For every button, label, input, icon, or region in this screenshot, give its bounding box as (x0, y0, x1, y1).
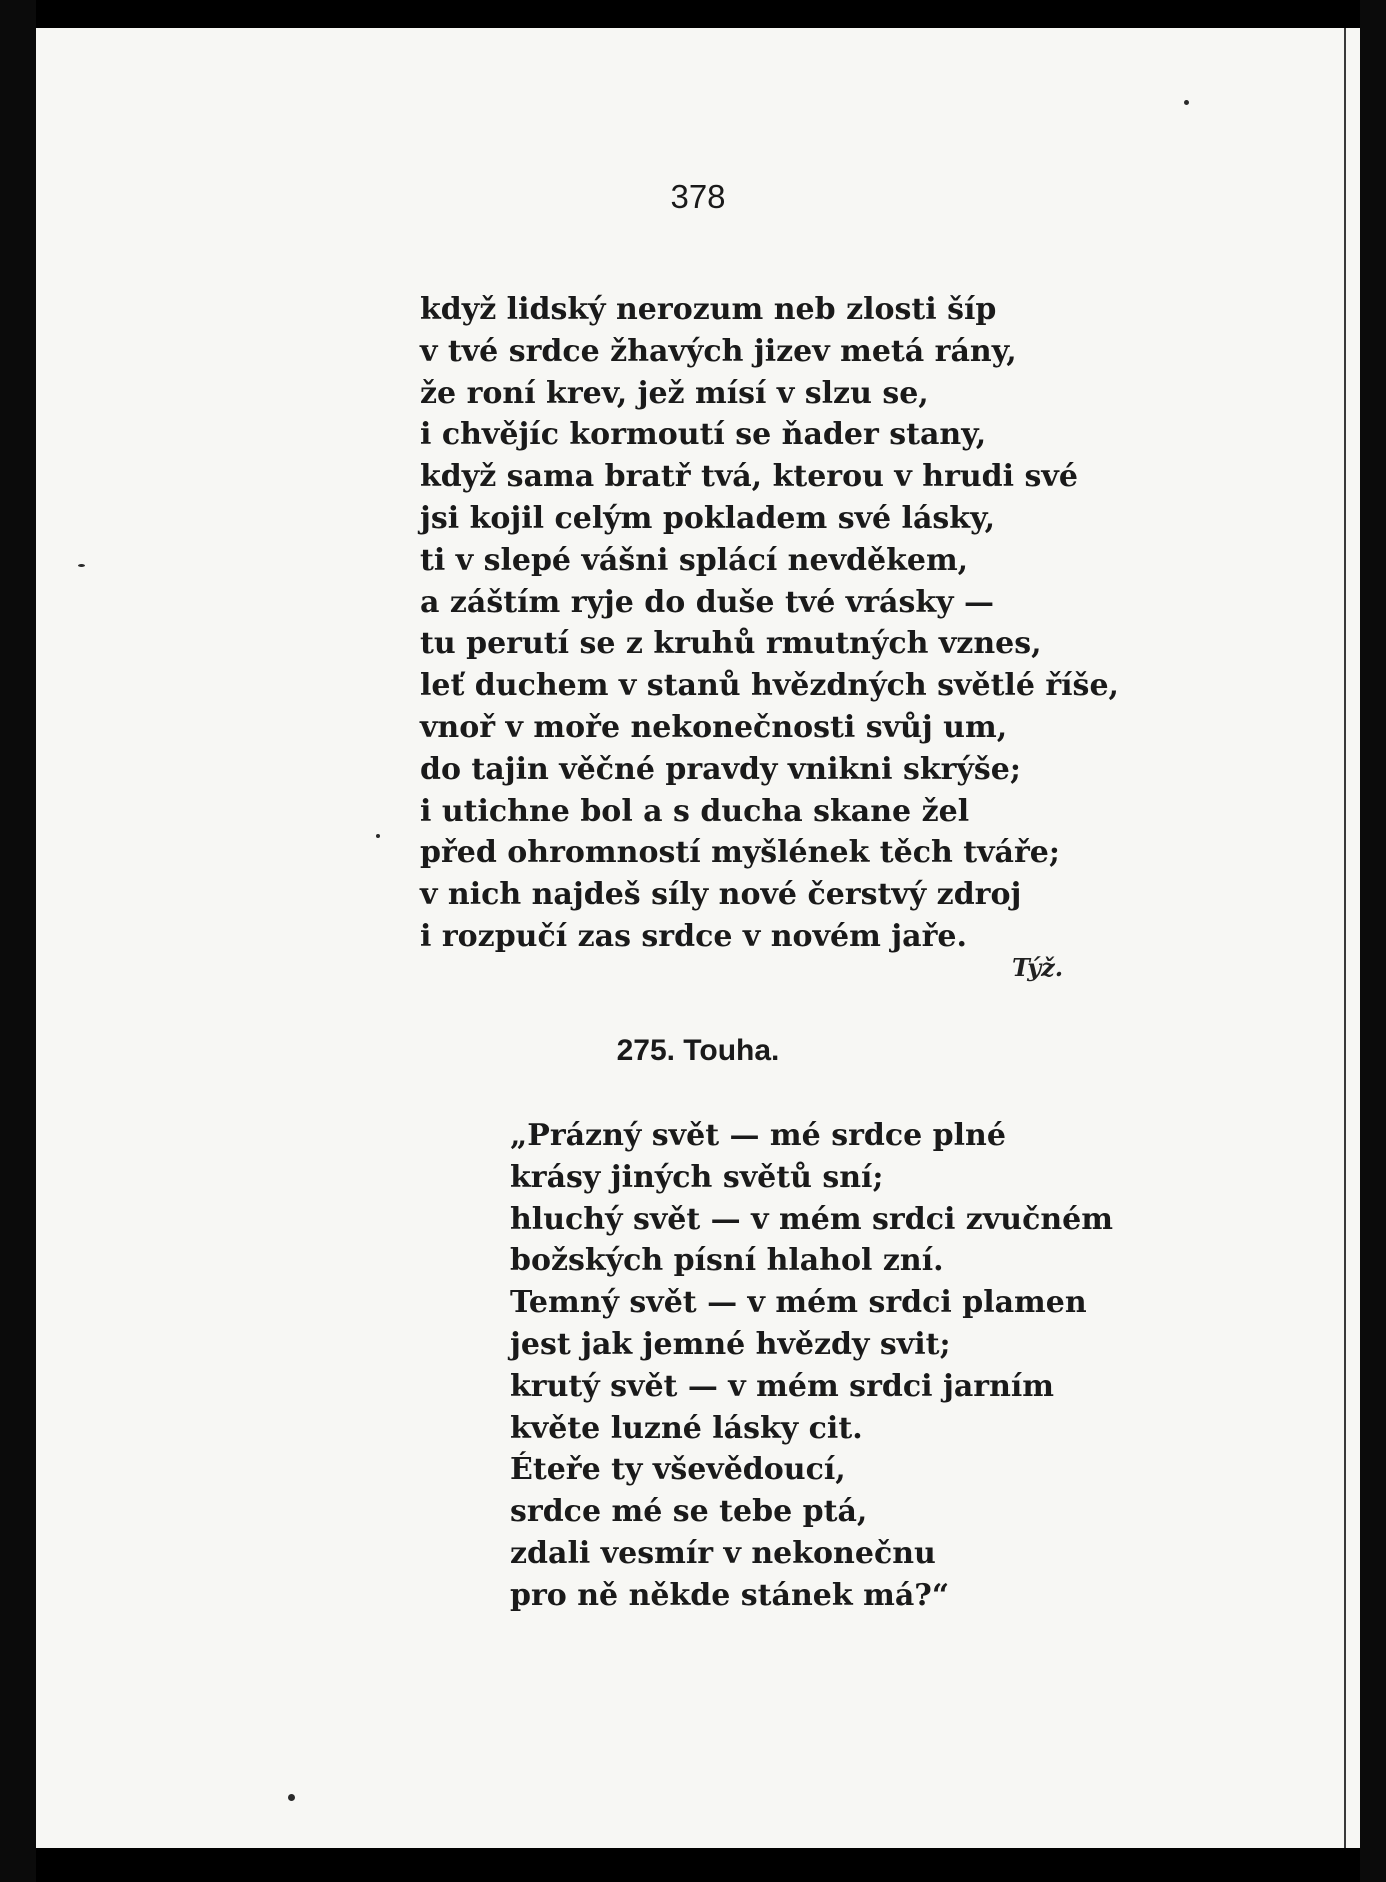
verse-line: před ohromností myšlének těch tváře; (420, 835, 1060, 871)
verse-line: květe luzné lásky cit. (510, 1410, 863, 1446)
verse-line: božských písní hlahol zní. (510, 1243, 944, 1279)
scan-border-left (0, 0, 36, 1882)
verse-line: pro ně někde stánek má?“ (510, 1577, 950, 1613)
verse-line: jsi kojil celým pokladem své lásky, (420, 500, 996, 536)
scan-border-right (1360, 0, 1386, 1882)
poem-one-verse (420, 289, 1119, 958)
verse-line: a záštím ryje do duše tvé vrásky — (420, 584, 994, 620)
verse-line: že roní krev, jež mísí v slzu se, (420, 375, 929, 411)
ink-speck (376, 834, 380, 838)
verse-line: ti v slepé vášni splácí nevděkem, (420, 542, 969, 578)
verse-line: tu perutí se z kruhů rmutných vznes, (420, 626, 1042, 662)
ink-speck (1184, 100, 1189, 105)
ink-speck (288, 1794, 295, 1801)
verse-line: krásy jiných světů sní; (510, 1159, 884, 1195)
verse-line: i rozpučí zas srdce v novém jaře. (420, 918, 967, 954)
verse-line: leť duchem v stanů hvězdných světlé říše, (420, 668, 1119, 704)
verse-line: krutý svět — v mém srdci jarním (510, 1368, 1055, 1404)
verse-line: v tvé srdce žhavých jizev metá rány, (420, 333, 1017, 369)
verse-line: Temný svět — v mém srdci plamen (510, 1285, 1087, 1321)
page-number: 378 (670, 178, 726, 215)
book-page (36, 28, 1360, 1848)
verse-line: hluchý svět — v mém srdci zvučném (510, 1201, 1113, 1237)
verse-line: do tajin věčné pravdy vnikni skrýše; (420, 751, 1021, 787)
page-edge-rule (1344, 28, 1346, 1848)
verse-line: „Prázný svět — mé srdce plné (510, 1118, 1006, 1153)
verse-line: i utichne bol a s ducha skane žel (420, 793, 970, 829)
poem-attribution: Týž. (1012, 953, 1064, 982)
verse-line: i chvějíc kormoutí se ňader stany, (420, 417, 987, 453)
verse-line: když lidský nerozum neb zlosti šíp (420, 292, 997, 327)
verse-line: srdce mé se tebe ptá, (510, 1494, 868, 1530)
poem-title: 275. Touha. (616, 1034, 780, 1067)
verse-line: Éteře ty vševědoucí, (510, 1452, 846, 1488)
poem-two-verse (510, 1115, 1113, 1617)
verse-line: jest jak jemné hvězdy svit; (510, 1326, 951, 1362)
verse-line: v nich najdeš síly nové čerstvý zdroj (420, 877, 1022, 913)
verse-line: když sama bratř tvá, kterou v hrudi své (420, 459, 1078, 495)
ink-speck (78, 564, 85, 567)
verse-line: zdali vesmír v nekonečnu (510, 1535, 936, 1571)
verse-line: vnoř v moře nekonečnosti svůj um, (420, 709, 1008, 745)
